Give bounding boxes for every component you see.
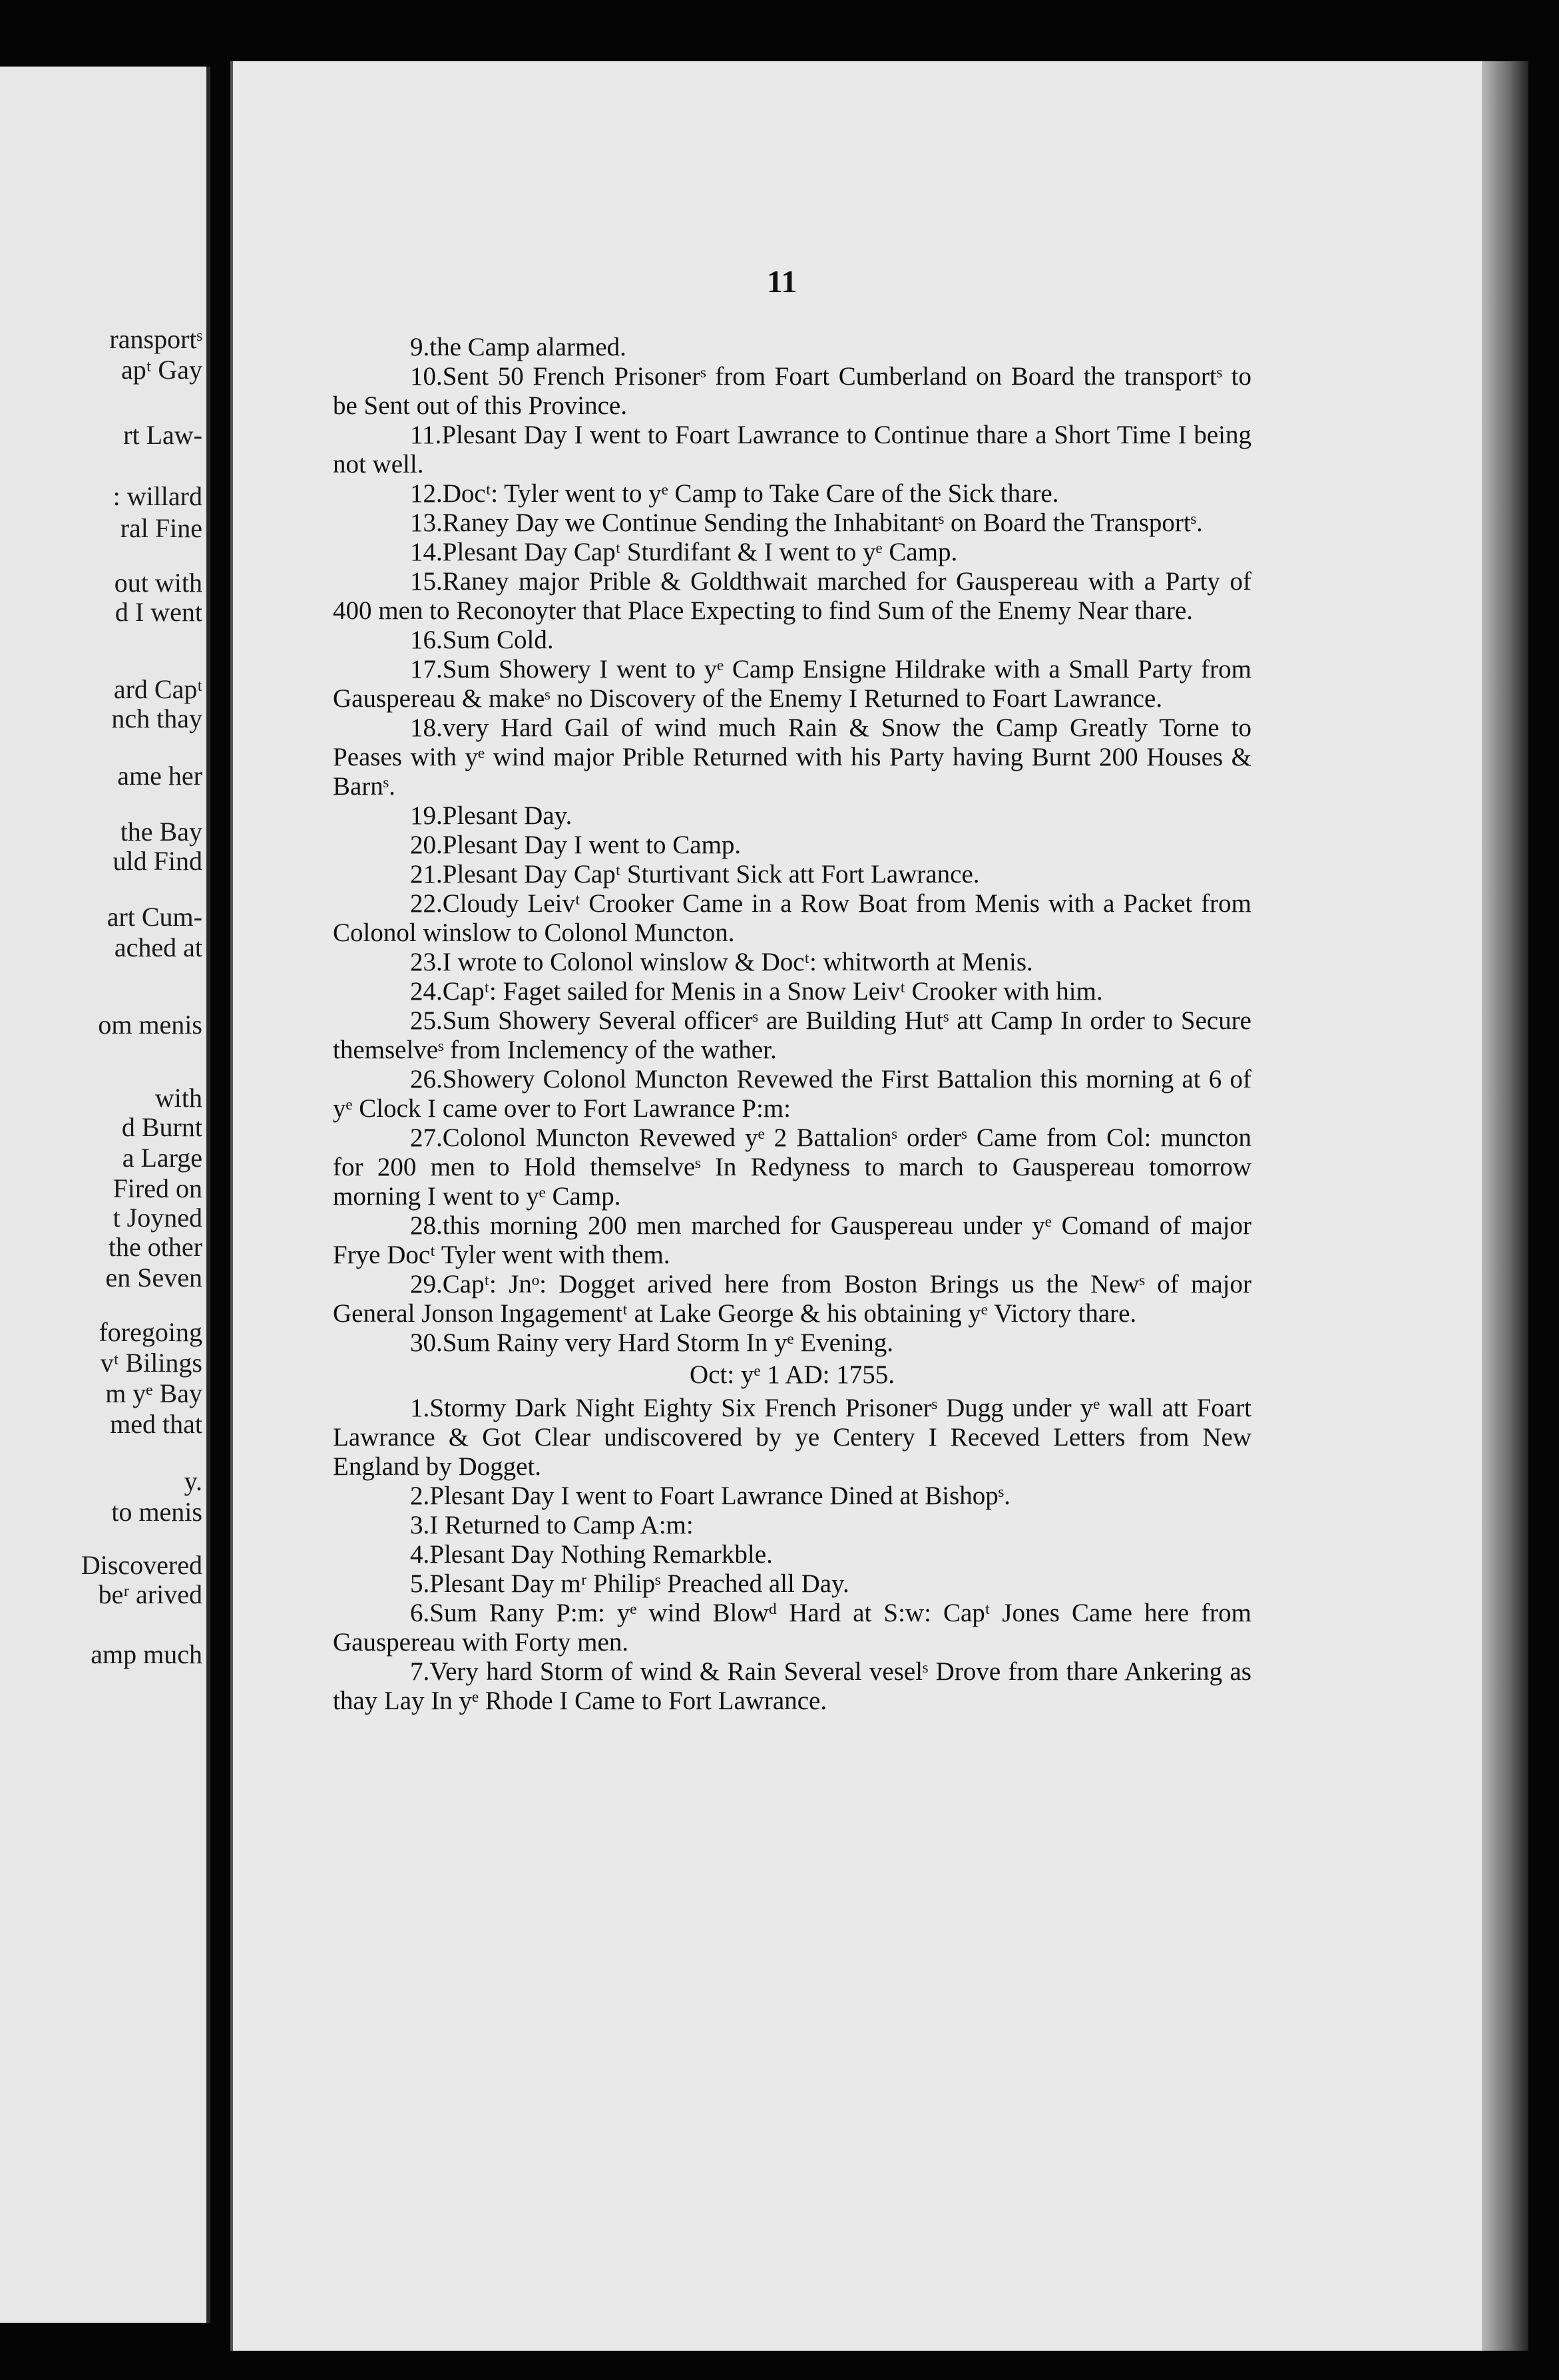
entry-day-number: 30. <box>410 1328 443 1357</box>
entry-day-number: 16. <box>410 626 443 654</box>
journal-entry <box>333 1482 1251 1511</box>
entry-day-number: 19. <box>410 801 443 830</box>
journal-entry <box>333 508 1251 538</box>
entry-text: I wrote to Colonol winslow & Docᵗ: whitworth at Menis. <box>442 948 1033 976</box>
journal-text <box>333 333 1251 1716</box>
left-page-fragment <box>0 67 210 2323</box>
entry-day-number: 26. <box>410 1065 443 1093</box>
entry-day-number: 2. <box>410 1482 430 1510</box>
entry-text: Plesant Day. <box>442 801 572 830</box>
entry-text: Raney major Prible & Goldthwait marched for Gauspereau with a Party of 400 men to Reconoyter that Place Expecting to find Sum of the Enemy Near thare. <box>333 567 1251 625</box>
left-page-line: Fired on <box>112 1173 202 1203</box>
journal-entry <box>333 1569 1251 1599</box>
left-page-line: ached at <box>114 932 202 962</box>
entry-day-number: 24. <box>410 977 443 1006</box>
entry-day-number: 22. <box>410 889 443 918</box>
left-page-line: d Burnt <box>121 1112 202 1142</box>
left-page-line: Discovered <box>81 1550 202 1580</box>
journal-entry <box>333 713 1251 801</box>
entry-day-number: 4. <box>410 1540 430 1569</box>
journal-entry <box>333 567 1251 626</box>
entry-day-number: 29. <box>410 1270 443 1298</box>
october-entries <box>333 1394 1251 1716</box>
journal-entry <box>333 1270 1251 1328</box>
journal-entry <box>333 948 1251 977</box>
left-page-line: ard Capᵗ <box>113 674 202 704</box>
journal-entry <box>333 977 1251 1006</box>
journal-entry <box>333 1599 1251 1657</box>
left-page-line: beʳ arived <box>98 1579 202 1609</box>
entry-day-number: 20. <box>410 831 443 859</box>
entry-day-number: 27. <box>410 1123 443 1152</box>
journal-entry <box>333 831 1251 860</box>
journal-entry <box>333 1065 1251 1123</box>
entry-day-number: 10. <box>410 362 443 391</box>
journal-entry <box>333 1511 1251 1540</box>
left-page-line: the other <box>108 1232 202 1262</box>
entry-day-number: 18. <box>410 713 443 742</box>
entry-text: Plesant Day Capᵗ Sturdifant & I went to yᵉ Camp. <box>442 538 958 566</box>
entry-text: Capᵗ: Faget sailed for Menis in a Snow Leivᵗ Crooker with him. <box>442 977 1103 1006</box>
left-page-line: om menis <box>98 1010 202 1040</box>
entry-text: Plesant Day I went to Camp. <box>442 831 742 859</box>
left-page-line: : willard <box>112 481 202 511</box>
entry-day-number: 7. <box>410 1657 430 1686</box>
journal-entry <box>333 801 1251 831</box>
journal-entry <box>333 479 1251 508</box>
entry-text: Plesant Day I went to Foart Lawrance to Continue thare a Short Time I being not well. <box>333 421 1251 479</box>
september-entries <box>333 333 1251 1358</box>
entry-day-number: 11. <box>410 421 442 449</box>
october-heading: Oct: yᵉ 1 AD: 1755. <box>690 1360 895 1389</box>
entry-day-number: 9. <box>410 333 430 361</box>
entry-text: very Hard Gail of wind much Rain & Snow the Camp Greatly Torne to Peases with yᵉ wind major Prible Returned with his Party having Burnt 200 Houses & Barnˢ. <box>333 713 1251 801</box>
left-page-line: vᵗ Bilings <box>100 1348 202 1378</box>
entry-day-number: 25. <box>410 1006 443 1035</box>
left-page-line: ame her <box>117 761 202 791</box>
entry-text: Cloudy Leivᵗ Crooker Came in a Row Boat from Menis with a Packet from Colonol winslow to Colonol Muncton. <box>333 889 1251 947</box>
entry-text: Showery Colonol Muncton Revewed the First Battalion this morning at 6 of yᵉ Clock I came over to Fort Lawrance P:m: <box>333 1065 1251 1123</box>
entry-day-number: 6. <box>410 1599 430 1627</box>
entry-text: I Returned to Camp A:m: <box>429 1511 694 1539</box>
entry-day-number: 12. <box>410 479 443 508</box>
entry-day-number: 1. <box>410 1394 430 1422</box>
entry-text: Sum Showery I went to yᵉ Camp Ensigne Hildrake with a Small Party from Gauspereau & makeˢ no Discovery of the Enemy I Returned to Foart Lawrance. <box>333 655 1251 713</box>
left-page-line: ral Fine <box>120 513 202 543</box>
page-edge <box>1482 61 1528 2351</box>
left-page-line: to menis <box>111 1497 202 1527</box>
entry-text: Plesant Day I went to Foart Lawrance Dined at Bishopˢ. <box>429 1482 1010 1510</box>
entry-text: Colonol Muncton Revewed yᵉ 2 Battalionˢ orderˢ Came from Col: muncton for 200 men to Hold themselveˢ In Redyness to march to Gauspereau tomorrow morning I went to yᵉ Camp. <box>333 1123 1251 1211</box>
journal-entry <box>333 362 1251 421</box>
entry-text: Docᵗ: Tyler went to yᵉ Camp to Take Care of the Sick thare. <box>442 479 1059 508</box>
journal-entry <box>333 421 1251 479</box>
journal-entry <box>333 1540 1251 1569</box>
entry-text: Sent 50 French Prisonerˢ from Foart Cumberland on Board the transportˢ to be Sent out of this Province. <box>333 362 1251 420</box>
journal-entry <box>333 538 1251 567</box>
journal-entry <box>333 655 1251 713</box>
left-page-line: d I went <box>114 597 202 627</box>
entry-text: Sum Rainy very Hard Storm In yᵉ Evening. <box>442 1328 893 1357</box>
left-page-line: m yᵉ Bay <box>105 1378 202 1408</box>
entry-day-number: 17. <box>410 655 443 684</box>
entry-text: Very hard Storm of wind & Rain Several veselˢ Drove from thare Ankering as thay Lay In yᵉ Rhode I Came to Fort Lawrance. <box>333 1657 1251 1715</box>
entry-text: Sum Rany P:m: yᵉ wind Blowᵈ Hard at S:w: Capᵗ Jones Came here from Gauspereau with Forty men. <box>333 1599 1251 1657</box>
journal-entry <box>333 1211 1251 1270</box>
left-page-line: out with <box>114 568 202 598</box>
entry-day-number: 23. <box>410 948 443 976</box>
left-page-line: the Bay <box>120 817 202 847</box>
left-page-line: a Large <box>122 1143 202 1173</box>
entry-text: Capᵗ: Jnᵒ: Dogget arived here from Boston Brings us the Newˢ of major General Jonson Ingagementᵗ at Lake George & his obtaining yᵉ Victory thare. <box>333 1270 1251 1328</box>
left-page-line: med that <box>110 1409 202 1439</box>
entry-text: Plesant Day mʳ Philipˢ Preached all Day. <box>429 1569 849 1598</box>
entry-text: Raney Day we Continue Sending the Inhabitantˢ on Board the Transportˢ. <box>442 508 1203 537</box>
entry-day-number: 28. <box>410 1211 443 1240</box>
entry-text: Plesant Day Capᵗ Sturtivant Sick att Fort Lawrance. <box>442 860 980 889</box>
journal-entry <box>333 1394 1251 1482</box>
left-page-line: with <box>154 1083 202 1113</box>
entry-text: this morning 200 men marched for Gauspereau under yᵉ Comand of major Frye Docᵗ Tyler went with them. <box>333 1211 1251 1269</box>
left-page-line: y. <box>184 1466 202 1496</box>
left-page-line: t Joyned <box>112 1203 202 1233</box>
journal-entry <box>333 889 1251 948</box>
entry-day-number: 5. <box>410 1569 430 1598</box>
entry-text: Sum Cold. <box>442 626 554 654</box>
left-page-line: uld Find <box>112 846 202 876</box>
left-page-line: nch thay <box>111 703 202 733</box>
left-page-line: en Seven <box>105 1263 202 1292</box>
journal-entry <box>333 333 1251 362</box>
entry-day-number: 13. <box>410 508 443 537</box>
left-page-line: amp much <box>91 1639 202 1669</box>
entry-text: Plesant Day Nothing Remarkble. <box>429 1540 773 1569</box>
journal-entry <box>333 1123 1251 1211</box>
left-page-line: art Cum- <box>107 902 202 932</box>
left-page-line: rt Law- <box>123 420 202 450</box>
entry-day-number: 3. <box>410 1511 430 1539</box>
journal-entry <box>333 626 1251 655</box>
page-number: 11 <box>767 264 797 299</box>
left-page-line: apᵗ Gay <box>120 355 202 385</box>
entry-text: the Camp alarmed. <box>429 333 626 361</box>
journal-entry <box>333 860 1251 889</box>
entry-day-number: 21. <box>410 860 443 889</box>
left-page-line: foregoing <box>99 1317 202 1347</box>
entry-text: Stormy Dark Night Eighty Six French Prisonerˢ Dugg under yᵉ wall att Foart Lawrance & Got Clear undiscovered by ye Centery I Receved Letters from New England by Dogget. <box>333 1394 1251 1481</box>
entry-day-number: 15. <box>410 567 443 596</box>
left-page-line: ransportˢ <box>109 324 202 354</box>
entry-text: Sum Showery Several officerˢ are Building Hutˢ att Camp In order to Secure themselveˢ from Inclemency of the wather. <box>333 1006 1251 1064</box>
journal-entry <box>333 1006 1251 1065</box>
journal-entry <box>333 1328 1251 1358</box>
entry-day-number: 14. <box>410 538 443 566</box>
journal-entry <box>333 1657 1251 1716</box>
